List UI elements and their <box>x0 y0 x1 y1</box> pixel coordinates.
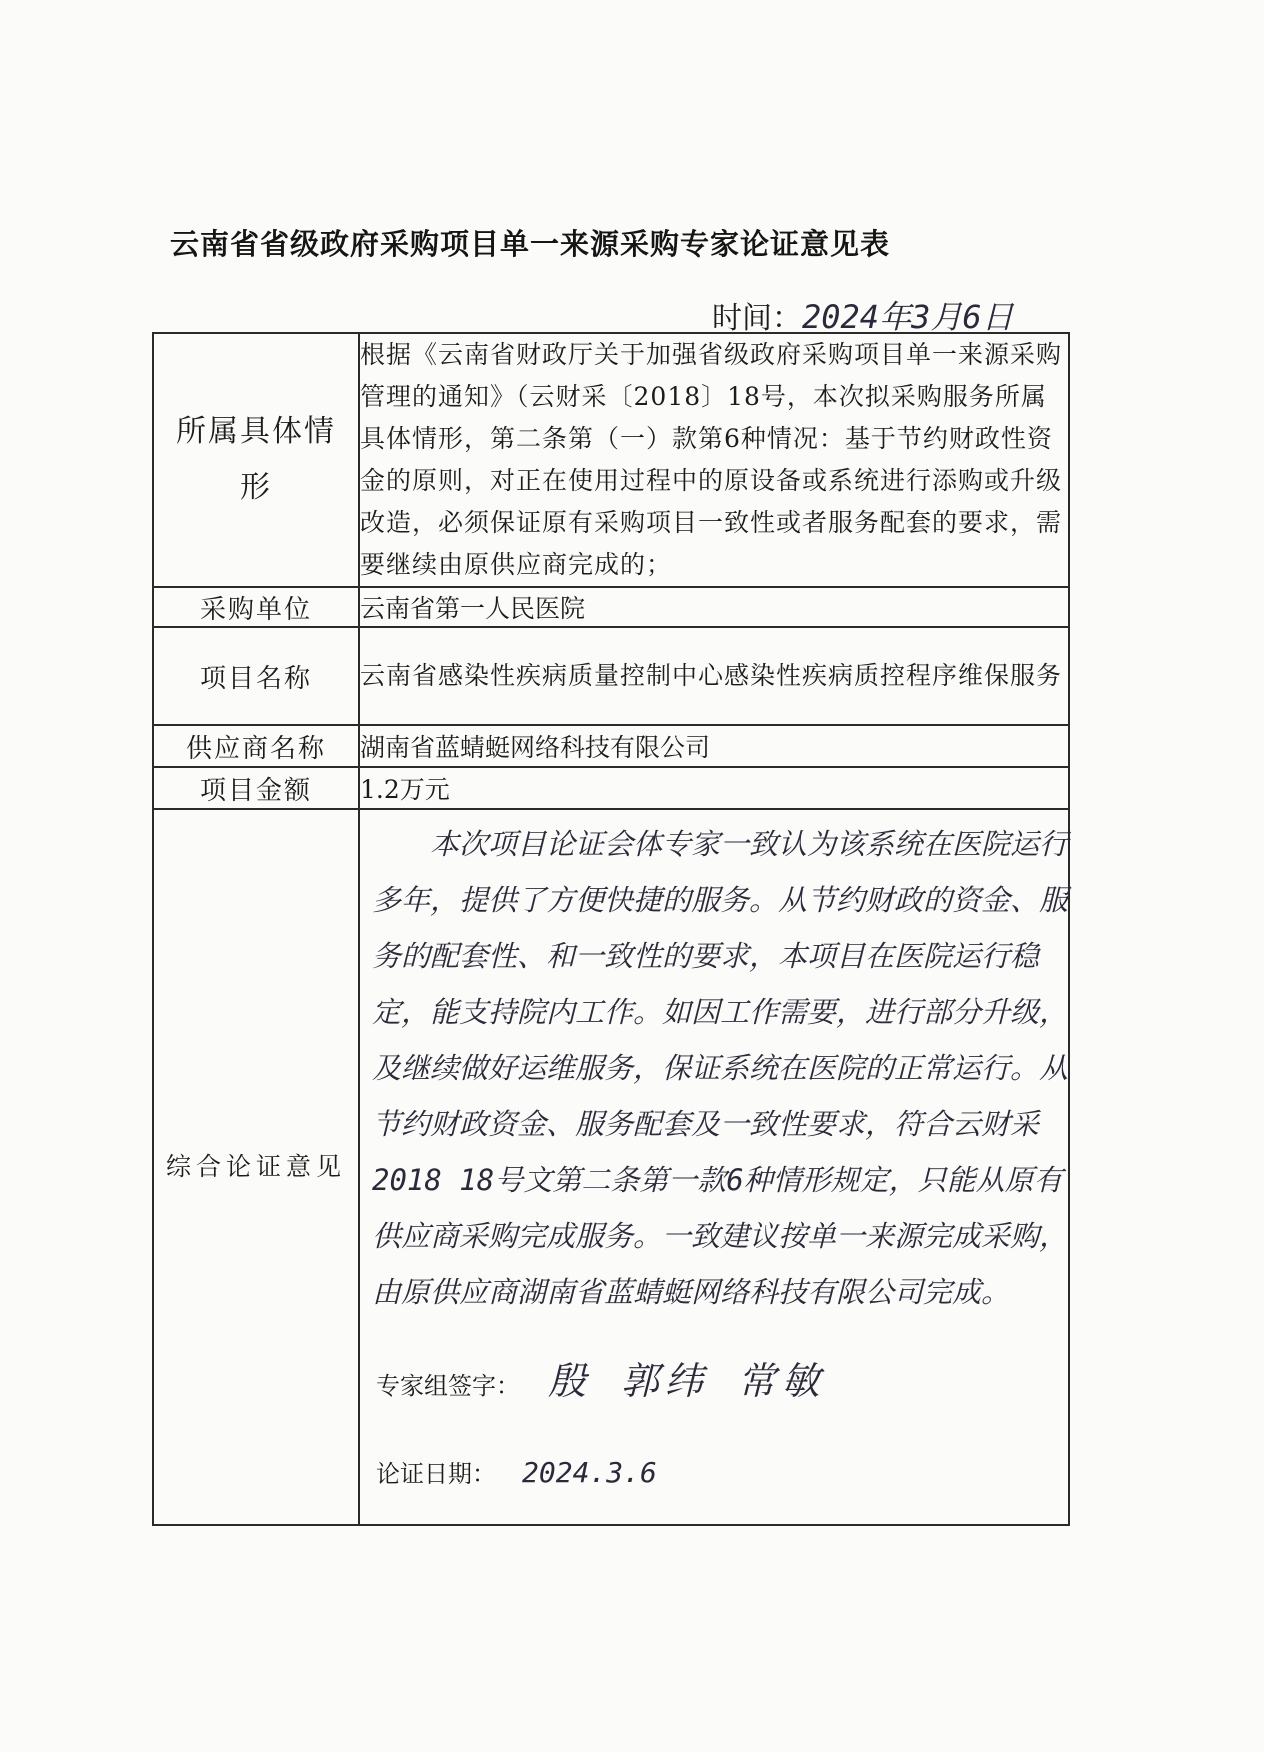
opinion-label: 综合论证意见 <box>153 809 359 1525</box>
expert-signatures: 殷 郭纬 常敏 <box>548 1359 826 1403</box>
supplier-label: 供应商名称 <box>153 725 359 767</box>
opinion-cell <box>359 809 1069 1525</box>
review-date-label: 论证日期： <box>376 1460 496 1488</box>
review-date-row <box>376 1454 657 1489</box>
row-opinion <box>153 809 1069 1525</box>
date-value: 2024年3月6日 <box>802 298 1014 336</box>
opinion-handwritten-text: 本次项目论证会体专家一致认为该系统在医院运行多年，提供了方便快捷的服务。从节约财政的资金、服务的配套性、和一致性的要求，本项目在医院运行稳定，能支持院内工作。如因工作需要，进行部分升级，及继续做好运维服务，保证系统在医院的正常运行。从节约财政资金、服务配套及一致性要求，符合云财采2018 18号文第二条第一款6种情形规定，只能从原有供应商采购完成服务。一致建议按单一来源完成采购，由原供应商湖南省蓝蜻蜓网络科技有限公司完成。 <box>372 827 1069 1309</box>
situation-text: 根据《云南省财政厅关于加强省级政府采购项目单一来源采购管理的通知》（云财采〔2018〕18号，本次拟采购服务所属具体情形，第二条第（一）款第6种情况：基于节约财政性资金的原则，对正在使用过程中的原设备或系统进行添购或升级改造，必须保证原有采购项目一致性或者服务配套的要求，需要继续由原供应商完成的； <box>359 333 1069 587</box>
situation-label: 所属具体情形 <box>153 333 359 587</box>
row-situation <box>153 333 1069 587</box>
form-title: 云南省省级政府采购项目单一来源采购专家论证意见表 <box>170 227 891 261</box>
supplier-value: 湖南省蓝蜻蜓网络科技有限公司 <box>359 725 1069 767</box>
expert-signature-row <box>376 1350 826 1405</box>
amount-value: 1.2万元 <box>359 767 1069 809</box>
date-label: 时间： <box>712 301 802 336</box>
project-name-value: 云南省感染性疾病质量控制中心感染性疾病质控程序维保服务 <box>359 627 1069 725</box>
row-project-name <box>153 627 1069 725</box>
purchaser-value: 云南省第一人民医院 <box>359 587 1069 627</box>
project-name-label: 项目名称 <box>153 627 359 725</box>
opinion-form-table <box>152 332 1070 1526</box>
amount-label: 项目金额 <box>153 767 359 809</box>
signature-label: 专家组签字： <box>376 1372 520 1400</box>
purchaser-label: 采购单位 <box>153 587 359 627</box>
row-purchaser <box>153 587 1069 627</box>
review-date-value: 2024.3.6 <box>522 1456 657 1489</box>
row-amount <box>153 767 1069 809</box>
row-supplier <box>153 725 1069 767</box>
